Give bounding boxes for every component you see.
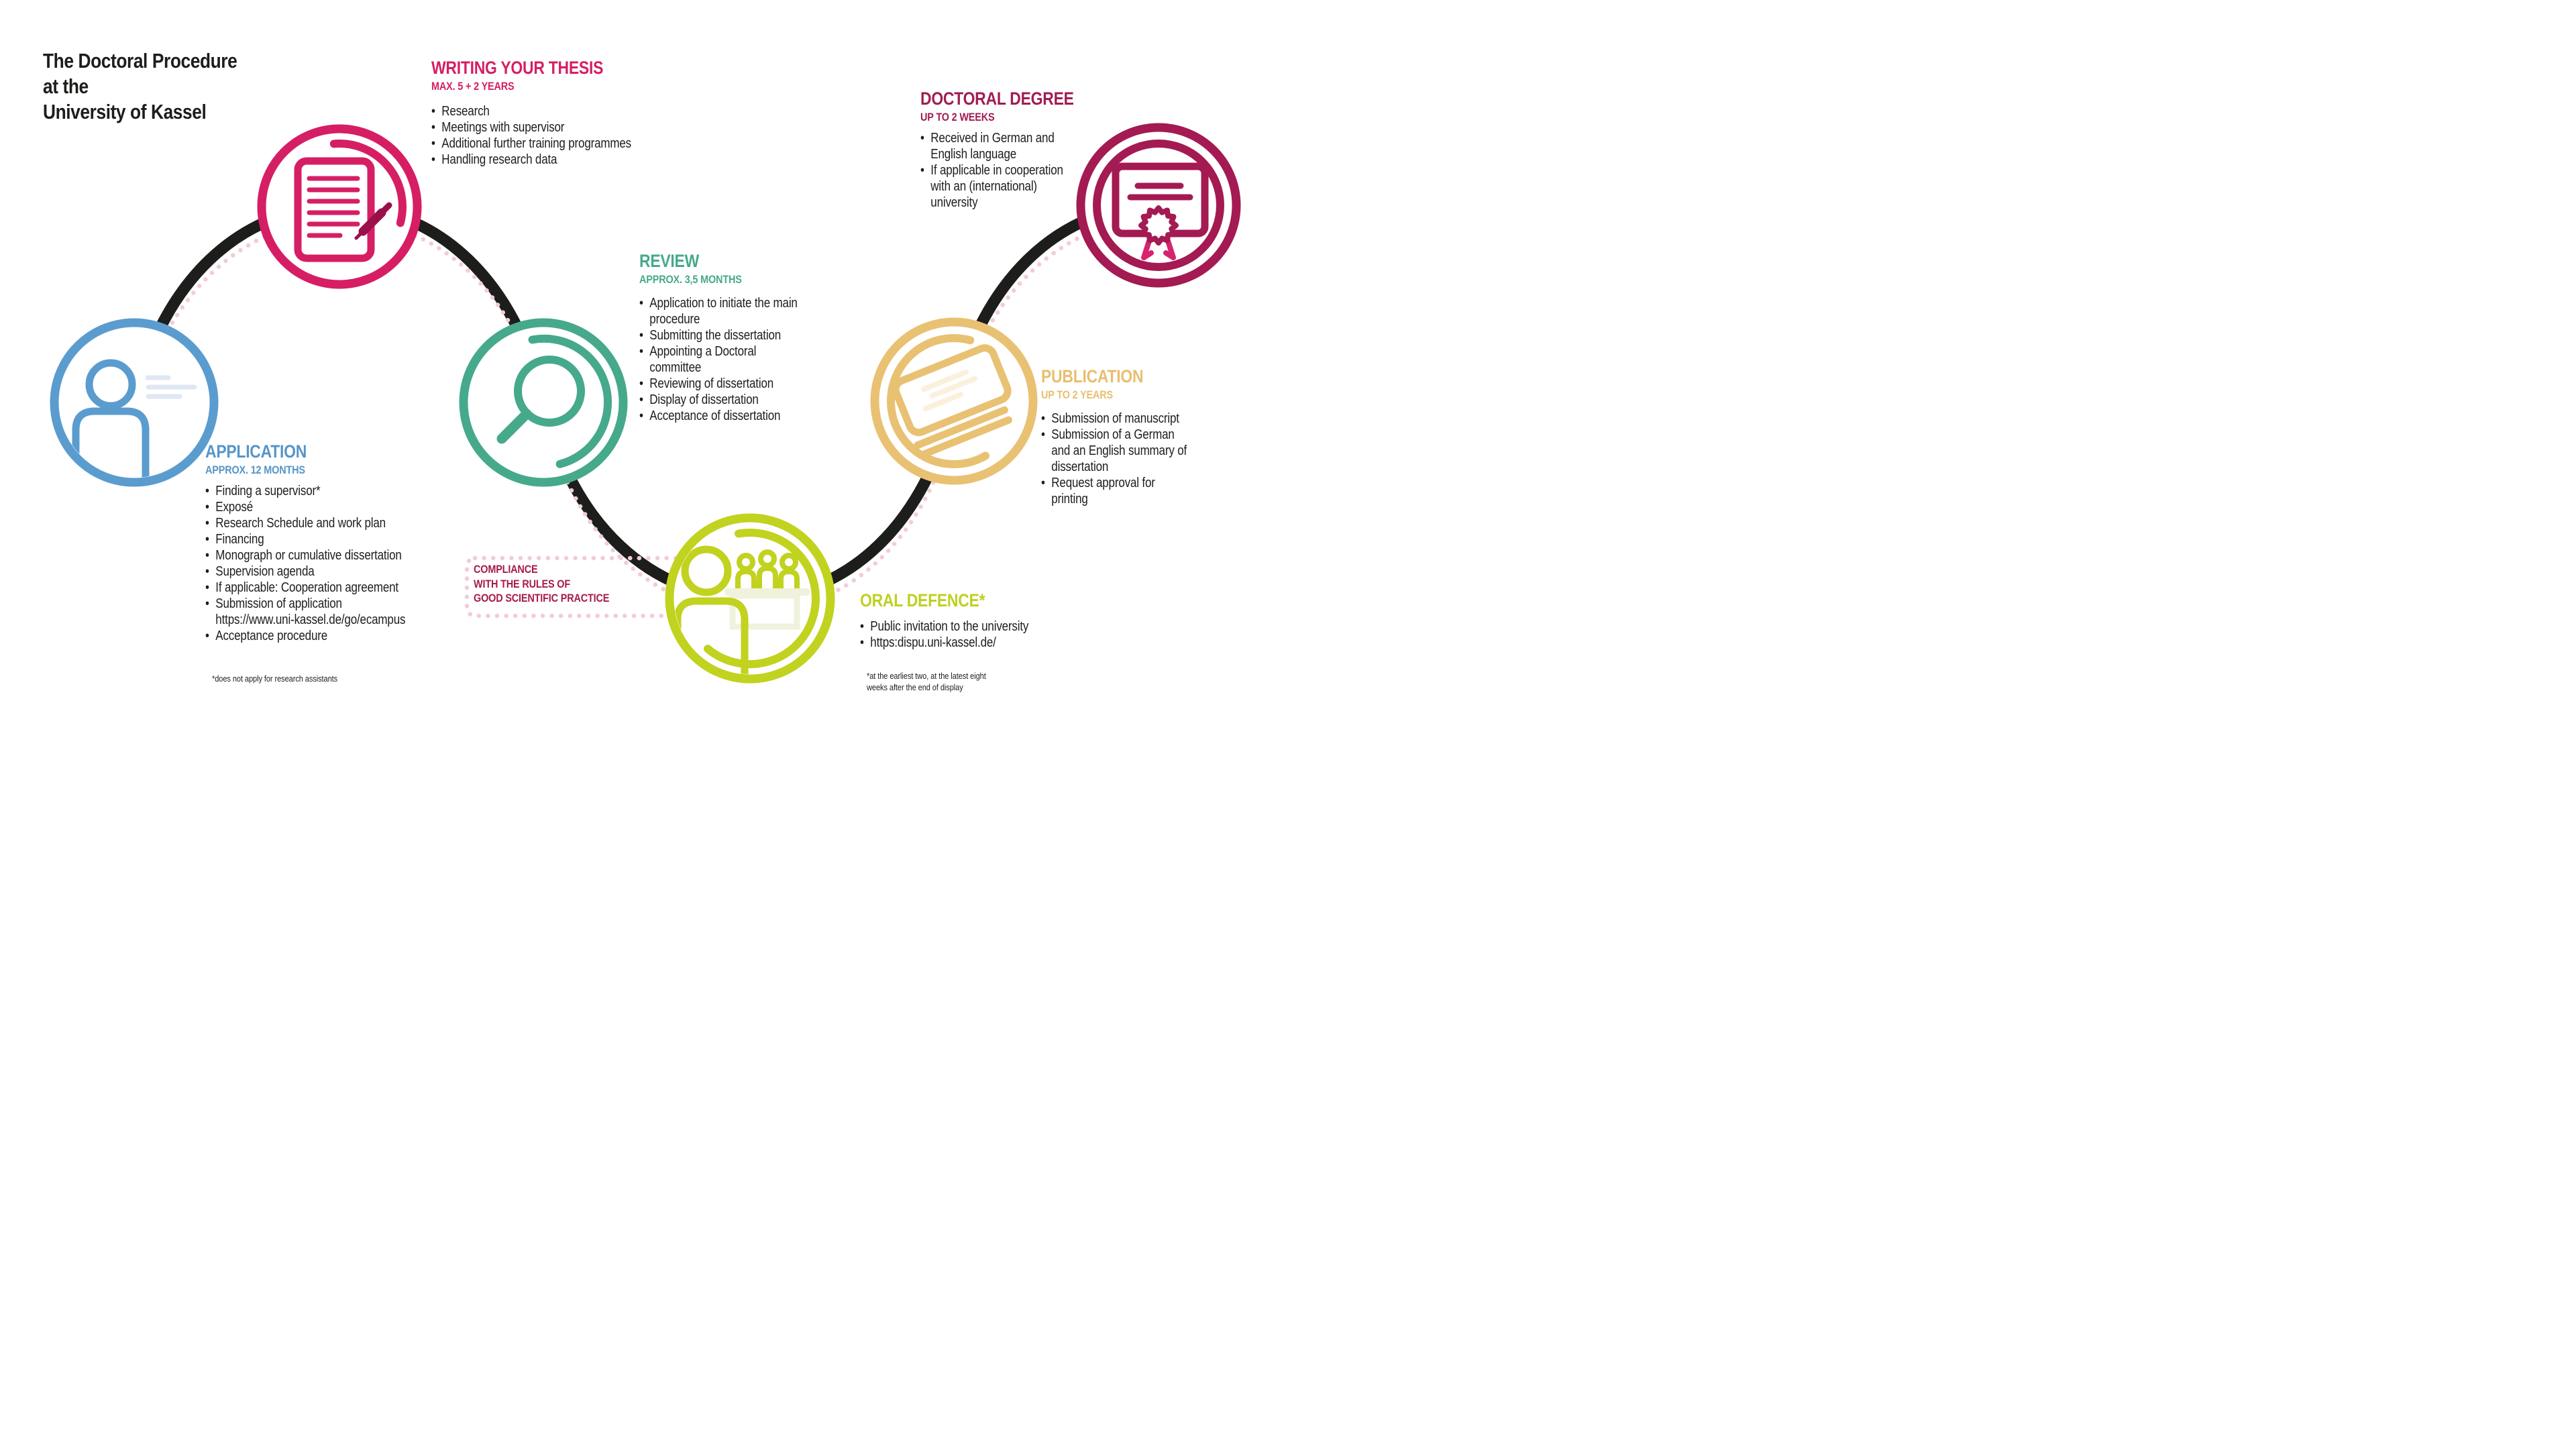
item-line: Application to initiate the main: [649, 296, 798, 311]
bullet-marker: •: [205, 500, 209, 515]
item-line: Submission of a German: [1051, 427, 1175, 442]
item-line: Submission of manuscript: [1051, 411, 1179, 426]
stage-node-writing: [262, 129, 417, 284]
list-item: [205, 564, 405, 580]
bullet-marker: •: [639, 328, 643, 343]
bullet-marker: •: [639, 296, 643, 311]
bullet-marker: •: [860, 619, 864, 634]
list-item: [205, 531, 405, 547]
section-heading: ORAL DEFENCE*: [860, 590, 985, 610]
section-item-list: [1041, 411, 1187, 507]
list-item: [639, 327, 798, 343]
list-item: [1041, 411, 1187, 427]
list-item: [431, 119, 631, 136]
list-item: [205, 499, 405, 515]
item-line: Public invitation to the university: [870, 619, 1029, 634]
section-item-list: [920, 130, 1074, 211]
bullet-marker: •: [205, 596, 209, 611]
bullet-marker: •: [431, 104, 435, 119]
page-title: [43, 48, 237, 125]
section-application: [205, 441, 405, 644]
section-item-list: [431, 103, 631, 168]
list-item: [431, 103, 631, 119]
section-subheading: MAX. 5 + 2 YEARS: [431, 80, 515, 93]
section-heading: WRITING YOUR THESIS: [431, 58, 604, 78]
stage-node-oral: [669, 518, 830, 679]
section-heading: APPLICATION: [205, 441, 307, 462]
bullet-marker: •: [920, 131, 924, 146]
section-publication: [1041, 366, 1187, 507]
item-line: Research Schedule and work plan: [215, 516, 386, 531]
item-line: Submitting the dissertation: [649, 328, 782, 343]
section-subheading: APPROX. 3,5 MONTHS: [639, 273, 742, 286]
stage-circle-application: [54, 323, 214, 482]
list-item: [205, 483, 405, 499]
section-writing-your-thesis: [431, 58, 631, 168]
item-line: printing: [1051, 492, 1088, 506]
item-line: Display of dissertation: [649, 392, 759, 407]
text-line: COMPLIANCE: [474, 563, 538, 576]
item-line: Appointing a Doctoral: [649, 344, 757, 359]
text-line: *at the earliest two, at the latest eight: [867, 671, 986, 681]
list-item: [205, 596, 405, 628]
item-line: Submission of application: [215, 596, 342, 611]
item-line: If applicable in cooperation: [930, 163, 1063, 178]
text-line: at the: [43, 74, 89, 98]
list-item: [1041, 475, 1187, 507]
text-line: University of Kassel: [43, 100, 207, 123]
list-item: [205, 515, 405, 531]
compliance-note: [474, 562, 609, 606]
footnote-application: [212, 673, 337, 684]
footnote-oral-defence: [867, 670, 986, 693]
section-review: [639, 251, 798, 424]
text-line: GOOD SCIENTIFIC PRACTICE: [474, 592, 610, 604]
bullet-marker: •: [205, 484, 209, 498]
stage-node-publication: [875, 322, 1033, 480]
text-line: WITH THE RULES OF: [474, 577, 571, 590]
bullet-marker: •: [431, 136, 435, 151]
item-line: dissertation: [1051, 460, 1109, 474]
section-heading: REVIEW: [639, 251, 700, 271]
item-line: procedure: [649, 312, 700, 327]
section-item-list: [639, 295, 798, 424]
bullet-marker: •: [431, 120, 435, 135]
item-line: Meetings with supervisor: [441, 120, 565, 135]
section-subheading: UP TO 2 YEARS: [1041, 388, 1114, 401]
list-item: [431, 152, 631, 168]
list-item: [639, 376, 798, 392]
stage-node-review: [464, 323, 623, 482]
item-line: with an (international): [930, 179, 1037, 194]
item-line: Financing: [215, 532, 264, 547]
list-item: [639, 295, 798, 327]
item-line: Research: [441, 104, 490, 119]
list-item: [920, 162, 1074, 211]
text-line: The Doctoral Procedure: [43, 49, 237, 72]
list-item: [431, 136, 631, 152]
item-line: committee: [649, 360, 702, 375]
item-line: Request approval for: [1051, 476, 1155, 490]
bullet-marker: •: [639, 409, 643, 423]
bullet-marker: •: [205, 564, 209, 579]
list-item: [205, 628, 405, 644]
doctoral-procedure-infographic: [0, 0, 1288, 724]
bullet-marker: •: [205, 629, 209, 643]
bullet-marker: •: [205, 548, 209, 563]
item-line: Acceptance of dissertation: [649, 409, 781, 423]
item-line: Reviewing of dissertation: [649, 376, 774, 391]
bullet-marker: •: [1041, 411, 1045, 426]
section-oral-defence: [860, 590, 1028, 651]
list-item: [1041, 427, 1187, 475]
bullet-marker: •: [431, 152, 435, 167]
bullet-marker: •: [205, 516, 209, 531]
bullet-marker: •: [1041, 427, 1045, 442]
bullet-marker: •: [920, 163, 924, 178]
list-item: [639, 392, 798, 408]
item-line: English language: [930, 147, 1017, 162]
item-line: Finding a supervisor*: [215, 484, 321, 498]
bullet-marker: •: [1041, 476, 1045, 490]
text-line: *does not apply for research assistants: [212, 674, 338, 684]
section-doctoral-degree: [920, 89, 1074, 211]
list-item: [205, 547, 405, 564]
item-line: Additional further training programmes: [441, 136, 631, 151]
item-line: and an English summary of: [1051, 443, 1187, 458]
section-heading: DOCTORAL DEGREE: [920, 89, 1074, 109]
item-line: university: [930, 195, 978, 210]
bullet-marker: •: [205, 580, 209, 595]
section-subheading: APPROX. 12 MONTHS: [205, 464, 305, 476]
item-line: Handling research data: [441, 152, 557, 167]
list-item: [205, 580, 405, 596]
bullet-marker: •: [860, 635, 864, 650]
section-item-list: [860, 619, 1028, 651]
stage-node-degree: [1081, 127, 1236, 283]
bullet-marker: •: [639, 376, 643, 391]
item-line: Acceptance procedure: [215, 629, 328, 643]
bullet-marker: •: [205, 532, 209, 547]
list-item: [860, 619, 1028, 635]
stage-circle-review: [464, 323, 623, 482]
bullet-marker: •: [639, 392, 643, 407]
item-line: If applicable: Cooperation agreement: [215, 580, 398, 595]
section-item-list: [205, 483, 405, 644]
list-item: [639, 343, 798, 376]
stage-node-application: [54, 323, 214, 484]
bullet-marker: •: [639, 344, 643, 359]
list-item: [639, 408, 798, 424]
item-line: Supervision agenda: [215, 564, 315, 579]
item-line: https://www.uni-kassel.de/go/ecampus: [215, 612, 406, 627]
text-line: weeks after the end of display: [867, 682, 963, 692]
section-subheading: UP TO 2 WEEKS: [920, 111, 995, 123]
item-line: https:dispu.uni-kassel.de/: [870, 635, 996, 650]
list-item: [860, 635, 1028, 651]
section-heading: PUBLICATION: [1041, 366, 1144, 386]
item-line: Exposé: [215, 500, 253, 515]
item-line: Received in German and: [930, 131, 1055, 146]
item-line: Monograph or cumulative dissertation: [215, 548, 402, 563]
list-item: [920, 130, 1074, 162]
